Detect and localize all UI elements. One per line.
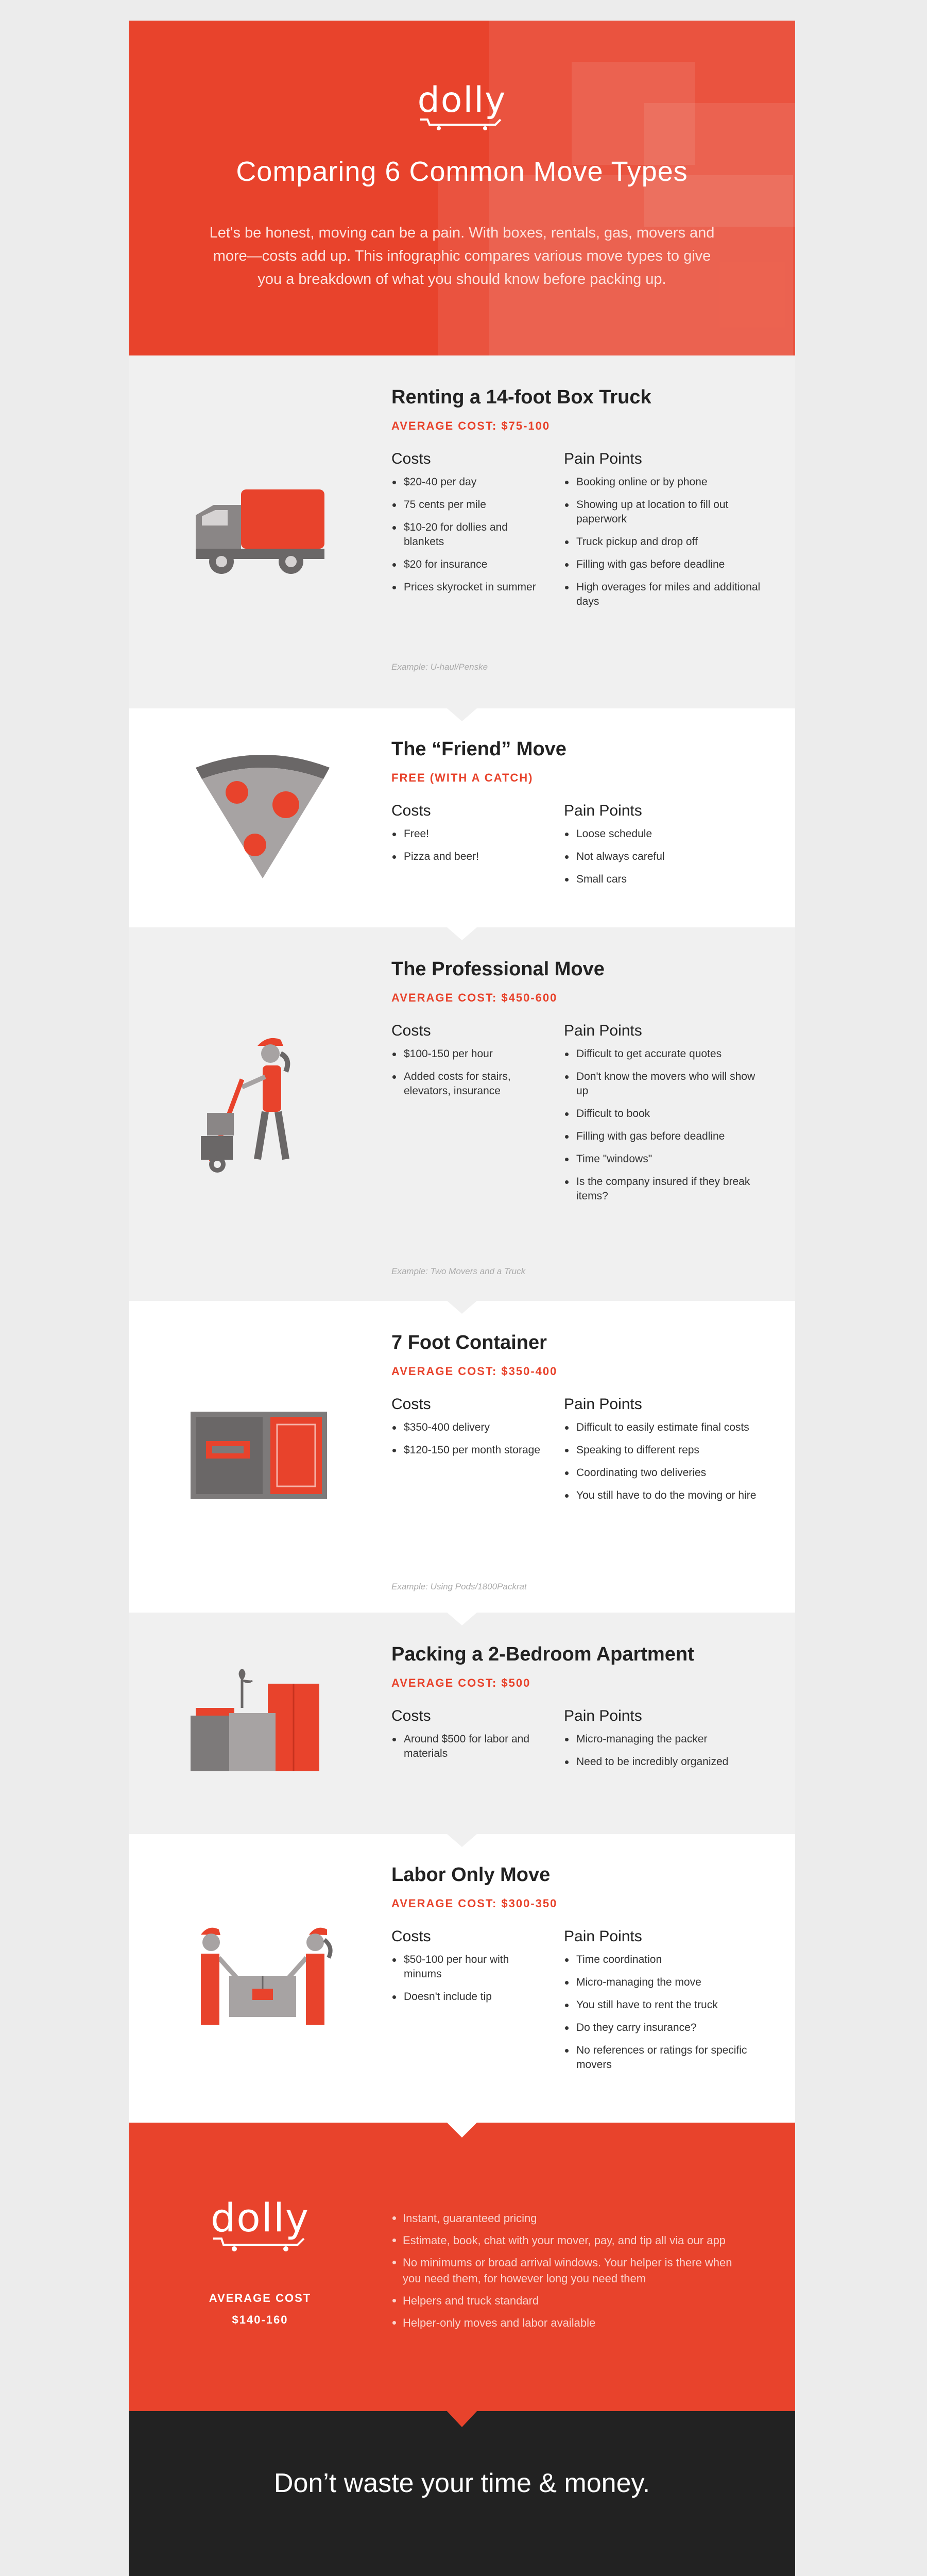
list-item: 75 cents per mile — [391, 498, 546, 512]
pain-points-column: Pain Points Difficult to get accurate quotes Don't know the movers who will show up Difficult to book Filling with gas before deadline Time "windows" Is the company insured if they break items? — [564, 1022, 762, 1212]
list-item: Time coordination — [564, 1953, 762, 1967]
list-item: Filling with gas before deadline — [564, 557, 762, 572]
list-item: Pizza and beer! — [391, 850, 546, 864]
list-item: Coordinating two deliveries — [564, 1466, 762, 1480]
list-item: $120-150 per month storage — [391, 1443, 546, 1458]
list-item: Helpers and truck standard — [391, 2293, 752, 2309]
list-item: Instant, guaranteed pricing — [391, 2210, 752, 2226]
move-title: Renting a 14-foot Box Truck — [391, 386, 651, 408]
dolly-average-cost-label: AVERAGE COST — [209, 2292, 312, 2304]
list-item: Booking online or by phone — [564, 475, 762, 489]
section-divider — [447, 2411, 477, 2427]
dolly-average-cost-value: $140-160 — [232, 2313, 288, 2326]
move-cost: AVERAGE COST: $75-100 — [391, 419, 551, 432]
move-section-container — [129, 1301, 795, 1613]
infographic — [129, 21, 795, 2498]
list-item: No references or ratings for specific movers — [564, 2043, 762, 2072]
list-item: Do they carry insurance? — [564, 2021, 762, 2035]
example-note: Example: Using Pods/1800Packrat — [391, 1582, 527, 1591]
move-cost: AVERAGE COST: $350-400 — [391, 1365, 558, 1378]
move-cost: FREE (WITH A CATCH) — [391, 771, 534, 784]
list-item: $100-150 per hour — [391, 1047, 546, 1061]
move-section-friend — [129, 708, 795, 927]
list-item: Truck pickup and drop off — [564, 535, 762, 549]
costs-column: Costs $350-400 delivery $120-150 per month storage — [391, 1396, 546, 1466]
list-item: Speaking to different reps — [564, 1443, 762, 1458]
costs-column: Costs $20-40 per day 75 cents per mile $10-20 for dollies and blankets $20 for insurance Prices skyrocket in summer — [391, 450, 546, 603]
list-item: $20 for insurance — [391, 557, 546, 572]
intro-text: Let's be honest, moving can be a pain. With boxes, rentals, gas, movers and more—costs add up. This infographic compares various move types to give you a breakdown of what you should know before packing up. — [209, 225, 715, 287]
list-item: Loose schedule — [564, 827, 762, 841]
container-icon — [180, 1409, 345, 1502]
page-title: Comparing 6 Common Move Types — [236, 156, 688, 187]
list-item: You still have to rent the truck — [564, 1998, 762, 2012]
pain-points-column: Pain Points Difficult to easily estimate final costs Speaking to different reps Coordinating two deliveries You still have to do the moving or hire — [564, 1396, 762, 1511]
list-item: Estimate, book, chat with your mover, pay, and tip all via our app — [391, 2232, 752, 2248]
list-item: Around $500 for labor and materials — [391, 1732, 546, 1761]
list-item: Free! — [391, 827, 546, 841]
move-section-box-truck — [129, 355, 795, 708]
list-item: Showing up at location to fill out paperwork — [564, 498, 762, 527]
move-section-professional — [129, 927, 795, 1301]
list-item: High overages for miles and additional days — [564, 580, 762, 609]
move-section-packing — [129, 1613, 795, 1834]
list-item: Difficult to book — [564, 1107, 762, 1121]
list-item: Doesn't include tip — [391, 1990, 546, 2004]
costs-column: Costs $50-100 per hour with minums Doesn't include tip — [391, 1928, 546, 2012]
pain-points-column: Pain Points Time coordination Micro-managing the move You still have to rent the truck Do they carry insurance? No references or ratings for specific movers — [564, 1928, 762, 2080]
list-item: Difficult to get accurate quotes — [564, 1047, 762, 1061]
move-cost: AVERAGE COST: $500 — [391, 1676, 531, 1689]
hero-header — [129, 21, 795, 355]
dolly-logo: dolly — [129, 80, 795, 131]
section-divider — [447, 1834, 477, 1847]
list-item: $20-40 per day — [391, 475, 546, 489]
pain-points-column: Pain Points Booking online or by phone Showing up at location to fill out paperwork Truck pickup and drop off Filling with gas before deadline High overages for miles and additional days — [564, 450, 762, 617]
list-item: Small cars — [564, 872, 762, 887]
list-item: Difficult to easily estimate final costs — [564, 1420, 762, 1435]
example-note: Example: U-haul/Penske — [391, 662, 488, 672]
pain-points-column: Pain Points Loose schedule Not always careful Small cars — [564, 802, 762, 895]
list-item: $350-400 delivery — [391, 1420, 546, 1435]
section-divider — [447, 2122, 477, 2138]
footer-cta — [129, 2411, 795, 2576]
footer-headline: Don’t waste your time & money. — [273, 2468, 650, 2498]
dolly-summary — [129, 2123, 795, 2411]
move-cost: AVERAGE COST: $450-600 — [391, 991, 558, 1004]
list-item: Need to be incredibly organized — [564, 1755, 762, 1769]
list-item: Added costs for stairs, elevators, insurance — [391, 1070, 546, 1098]
move-cost: AVERAGE COST: $300-350 — [391, 1897, 558, 1910]
section-divider — [447, 708, 477, 721]
move-title: The Professional Move — [391, 958, 605, 980]
move-title: The “Friend” Move — [391, 738, 566, 760]
list-item: Prices skyrocket in summer — [391, 580, 546, 595]
move-title: 7 Foot Container — [391, 1332, 547, 1353]
mover-hand-truck-icon — [180, 1030, 345, 1185]
list-item: Filling with gas before deadline — [564, 1129, 762, 1144]
move-section-labor-only — [129, 1834, 795, 2123]
list-item: Not always careful — [564, 850, 762, 864]
list-item: You still have to do the moving or hire — [564, 1488, 762, 1503]
move-title: Labor Only Move — [391, 1864, 551, 1886]
section-divider — [447, 927, 477, 940]
section-divider — [447, 1612, 477, 1625]
costs-column: Costs Free! Pizza and beer! — [391, 802, 546, 872]
section-divider — [447, 1300, 477, 1314]
costs-column: Costs Around $500 for labor and materials — [391, 1707, 546, 1769]
box-truck-icon — [180, 484, 345, 582]
list-item: Helper-only moves and labor available — [391, 2315, 752, 2331]
example-note: Example: Two Movers and a Truck — [391, 1266, 526, 1276]
two-movers-icon — [180, 1922, 345, 2025]
list-item: Micro-managing the move — [564, 1975, 762, 1990]
dolly-logo: dolly — [196, 2195, 324, 2252]
list-item: Don't know the movers who will show up — [564, 1070, 762, 1098]
costs-column: Costs $100-150 per hour Added costs for stairs, elevators, insurance — [391, 1022, 546, 1107]
pizza-slice-icon — [180, 747, 345, 881]
pain-points-column: Pain Points Micro-managing the packer Need to be incredibly organized — [564, 1707, 762, 1777]
packed-boxes-icon — [180, 1669, 345, 1777]
list-item: No minimums or broad arrival windows. Your helper is there when you need them, for however long you need them — [391, 2255, 752, 2286]
list-item: Micro-managing the packer — [564, 1732, 762, 1747]
move-title: Packing a 2-Bedroom Apartment — [391, 1643, 694, 1665]
dolly-features — [391, 2210, 752, 2337]
list-item: $10-20 for dollies and blankets — [391, 520, 546, 549]
list-item: $50-100 per hour with minums — [391, 1953, 546, 1981]
list-item: Time "windows" — [564, 1152, 762, 1166]
list-item: Is the company insured if they break items? — [564, 1175, 762, 1204]
